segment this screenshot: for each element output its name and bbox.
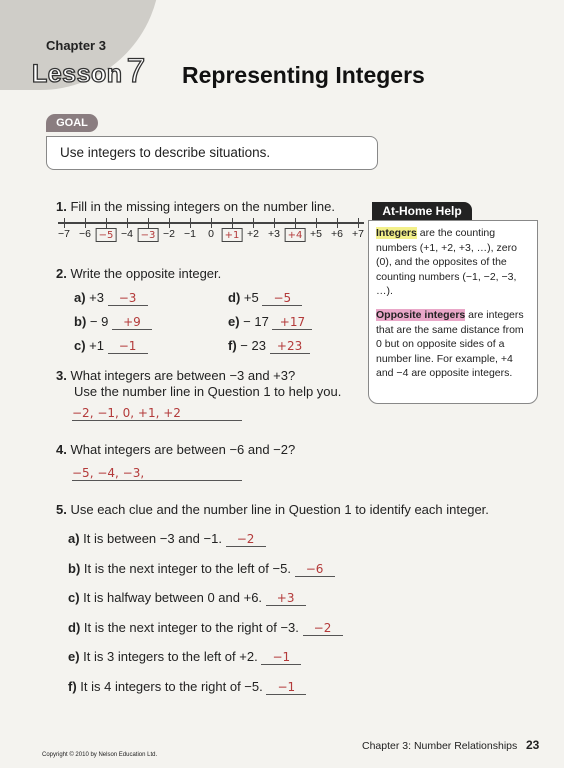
- q2-item-value: +3: [85, 290, 108, 305]
- q3-line1: 3. What integers are between −3 and +3?: [56, 368, 296, 383]
- number-line-label: −1: [184, 228, 196, 240]
- q5-item-label: b): [68, 560, 84, 576]
- number-line-tick: [295, 218, 296, 228]
- number-line-tick: [211, 218, 212, 228]
- q5-item-answer[interactable]: −2: [303, 621, 343, 636]
- q5-item: [68, 531, 266, 547]
- number-line-tick: [337, 218, 338, 228]
- q2-item-answer[interactable]: +23: [270, 339, 310, 354]
- q2-item-answer[interactable]: −1: [108, 339, 148, 354]
- q2-item: [74, 290, 148, 306]
- q5-item-answer[interactable]: +3: [266, 591, 306, 606]
- q5-item-text: It is the next integer to the left of −5.: [83, 560, 295, 576]
- q5-item-label: a): [68, 531, 84, 546]
- q2-item-answer[interactable]: +9: [112, 315, 152, 330]
- number-line-tick: [316, 218, 317, 228]
- lesson-label: [32, 52, 146, 91]
- q2-item: [228, 290, 302, 306]
- number-line: [58, 222, 364, 241]
- q2-item: [74, 338, 148, 354]
- number-line-label: +3: [268, 228, 280, 240]
- q2-item-answer[interactable]: +17: [272, 315, 312, 330]
- page-title: Representing Integers: [182, 62, 425, 88]
- chapter-label: Chapter 3: [46, 38, 106, 53]
- number-line-answer-box[interactable]: +4: [285, 228, 306, 242]
- number-line-tick: [274, 218, 275, 228]
- number-line-tick: [232, 218, 233, 228]
- q2-item-value: − 23: [236, 338, 270, 353]
- lesson-word: Lesson: [32, 60, 123, 88]
- footer-section: Chapter 3: Number Relationships: [362, 740, 518, 752]
- q2-item-label: b): [74, 314, 87, 329]
- q2-item: [74, 314, 152, 330]
- number-line-tick: [169, 218, 170, 228]
- number-line-tick: [190, 218, 191, 228]
- number-line-tick: [253, 218, 254, 228]
- page-number: 23: [526, 738, 540, 752]
- q2-item-label: e): [228, 314, 240, 329]
- q5-item-label: f): [68, 678, 81, 694]
- number-line-tick: [64, 218, 65, 228]
- number-line-label: −6: [79, 228, 91, 240]
- number-line-label: +2: [247, 228, 259, 240]
- q5-item-answer[interactable]: −6: [295, 562, 335, 577]
- q2-item-label: f): [228, 338, 237, 353]
- q2-item-answer[interactable]: −5: [262, 291, 302, 306]
- q5-item-text: It is the next integer to the right of −3.: [83, 619, 303, 635]
- q2-item: [228, 314, 312, 330]
- number-line-tick: [127, 218, 128, 228]
- q2-item: [228, 338, 310, 354]
- number-line-label: −4: [121, 228, 133, 240]
- q5-item: [68, 590, 306, 606]
- help-opposite-para: Opposite integers are integers that are the same distance from 0 but on opposite sides of a number line. For example, +4 and −4 are opposite integers.: [376, 309, 524, 379]
- number-line-label: −2: [163, 228, 175, 240]
- q5-item-label: d): [68, 619, 84, 635]
- q5-item-answer[interactable]: −1: [261, 650, 301, 665]
- number-line-tick: [358, 218, 359, 228]
- q5-item: [68, 561, 335, 577]
- number-line-label: 0: [208, 228, 214, 240]
- q2-item-label: a): [74, 290, 86, 305]
- q2-item-value: +5: [240, 290, 263, 305]
- q5-item-text: It is 4 integers to the right of −5.: [80, 678, 267, 694]
- q2-item-answer[interactable]: −3: [108, 291, 148, 306]
- number-line-tick: [106, 218, 107, 228]
- q5-item-text: It is between −3 and −1.: [83, 531, 226, 546]
- number-line-tick: [85, 218, 86, 228]
- lesson-number: 7: [126, 52, 146, 90]
- q5-item-label: e): [68, 649, 84, 664]
- q5-item: [68, 620, 343, 636]
- q3-line2: Use the number line in Question 1 to help you.: [74, 384, 342, 399]
- q5-item: [68, 679, 306, 695]
- q2-item-value: +1: [85, 338, 108, 353]
- q1-text: 1. Fill in the missing integers on the number line.: [56, 199, 335, 214]
- number-line-answer-box[interactable]: −5: [96, 228, 117, 242]
- q5-item: [68, 649, 301, 665]
- q5-text: 5. Use each clue and the number line in Question 1 to identify each integer.: [56, 502, 489, 517]
- q3-answer[interactable]: −2, −1, 0, +1, +2: [72, 406, 242, 421]
- q2-item-value: − 9: [86, 314, 112, 329]
- at-home-help-tag: At-Home Help: [372, 202, 472, 220]
- goal-tag: GOAL: [46, 114, 98, 132]
- number-line-label: +6: [331, 228, 343, 240]
- number-line-answer-box[interactable]: −3: [138, 228, 159, 242]
- number-line-answer-box[interactable]: +1: [222, 228, 243, 242]
- q5-item-text: It is 3 integers to the left of +2.: [83, 649, 262, 664]
- q5-item-answer[interactable]: −2: [226, 532, 266, 547]
- q5-item-label: c): [68, 590, 84, 605]
- q4-text: 4. What integers are between −6 and −2?: [56, 442, 296, 457]
- number-line-tick: [148, 218, 149, 228]
- copyright: Copyright © 2010 by Nelson Education Ltd.: [42, 752, 158, 758]
- q2-item-label: d): [228, 290, 241, 305]
- q4-answer[interactable]: −5, −4, −3,: [72, 466, 242, 481]
- number-line-label: +7: [352, 228, 364, 240]
- q2-item-value: − 17: [239, 314, 273, 329]
- q5-item-answer[interactable]: −1: [266, 680, 306, 695]
- help-integers-para: Integers are the counting numbers (+1, +2, +3, …), zero (0), and the opposites of the counting numbers (−1, −2, −3, …).: [376, 227, 517, 297]
- q2-item-label: c): [74, 338, 86, 353]
- goal-text: Use integers to describe situations.: [60, 145, 271, 160]
- q5-item-text: It is halfway between 0 and +6.: [83, 590, 266, 605]
- q2-text: 2. Write the opposite integer.: [56, 266, 222, 281]
- number-line-label: +5: [310, 228, 322, 240]
- number-line-label: −7: [58, 228, 70, 240]
